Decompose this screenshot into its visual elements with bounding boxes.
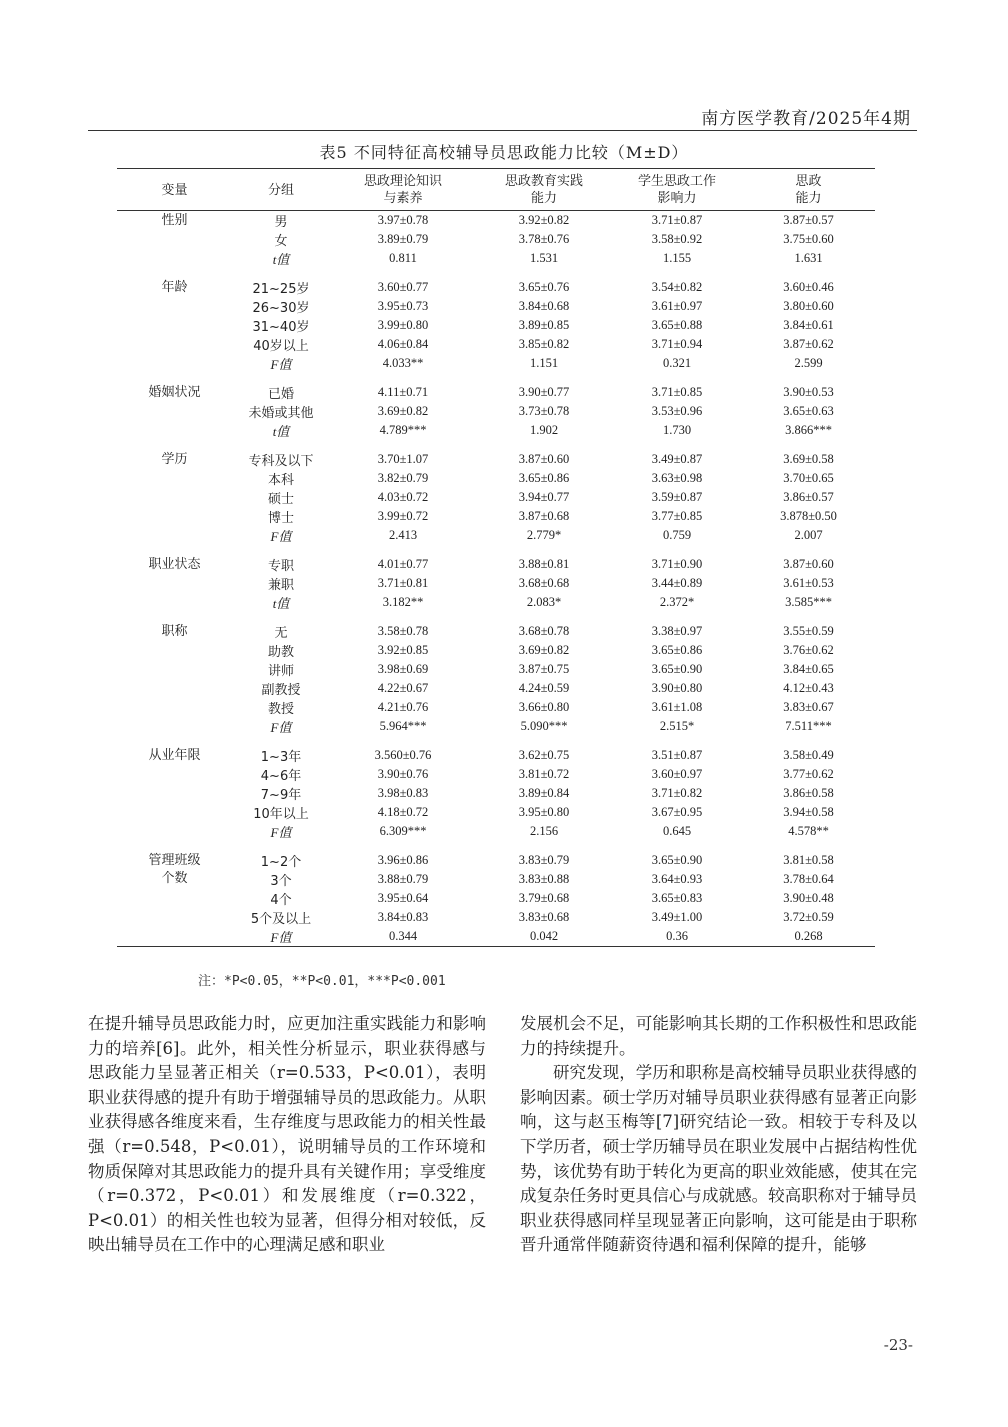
value-cell: 4.033** [382, 356, 424, 370]
value-cell: 3.71±0.90 [651, 557, 703, 571]
right-column [520, 1012, 917, 1258]
value-cell: 2.372* [659, 595, 695, 609]
value-cell: 3.85±0.82 [518, 337, 570, 351]
value-cell: 3.59±0.87 [651, 490, 703, 504]
group-cell: 4个 [270, 893, 292, 908]
value-cell: 0.321 [662, 356, 692, 370]
value-cell: 3.69±0.58 [783, 452, 834, 466]
value-cell: 3.94±0.77 [518, 490, 570, 504]
value-cell: 3.67±0.95 [651, 805, 703, 819]
value-cell: 1.155 [662, 251, 692, 265]
value-cell: 3.94±0.58 [783, 805, 834, 819]
value-cell: 6.309*** [379, 824, 427, 838]
left-paragraph: 在提升辅导员思政能力时，应更加注重实践能力和影响力的培养[6]。此外，相关性分析显示，职业获得感与思政能力呈显著正相关（r=0.533，P<0.01），表明职业获得感的提升有助于增强辅导员的思政能力。从职业获得感各维度来看，生存维度与思政能力的相关性最强（r=0.548，P<0.01），说明辅导员的工作环境和物质保障对其思政能力的提升具有关键作用；享受维度（r=0.372，P<0.01）和发展维度（r=0.322，P<0.01）的相关性也较为显著，但得分相对较低，反映出辅导员在工作中的心理满足感和职业 [88, 1014, 486, 1255]
group-cell: 专职 [267, 559, 294, 574]
value-cell: 3.70±0.65 [783, 471, 834, 485]
value-cell: 4.789*** [379, 423, 427, 437]
value-cell: 3.49±0.87 [651, 452, 703, 466]
table-row [117, 555, 875, 574]
group-cell: 讲师 [267, 664, 294, 679]
value-cell: 2.779* [526, 528, 562, 542]
table-header [117, 169, 875, 211]
table-row [117, 746, 875, 765]
value-cell: 3.61±0.97 [651, 299, 703, 313]
value-cell: 0.36 [666, 929, 688, 943]
value-cell: 3.62±0.75 [518, 748, 570, 762]
value-cell: 4.21±0.76 [377, 700, 429, 714]
value-cell: 3.92±0.85 [377, 643, 429, 657]
group-cell: 专科及以下 [248, 454, 314, 469]
value-cell: 0.645 [662, 824, 692, 838]
value-cell: 3.88±0.81 [518, 557, 570, 571]
group-cell: 5个及以上 [250, 912, 312, 927]
table-title: 表5 不同特征高校辅导员思政能力比较（M±D） [319, 143, 689, 162]
value-cell: 3.65±0.83 [651, 891, 703, 905]
table-row [117, 278, 875, 297]
value-cell: 3.65±0.90 [651, 662, 703, 676]
value-cell: 3.80±0.60 [783, 299, 834, 313]
column-header-0: 变量 [161, 182, 188, 198]
group-spacer [117, 545, 875, 555]
column-header-5: 思政 能力 [795, 174, 822, 206]
value-cell: 4.06±0.84 [377, 337, 429, 351]
variable-cell: 管理班级 个数 [148, 853, 201, 886]
group-cell: F值 [270, 529, 292, 544]
value-cell: 3.79±0.68 [518, 891, 570, 905]
value-cell: 3.58±0.78 [377, 624, 429, 638]
value-cell: 3.65±0.86 [651, 643, 703, 657]
value-cell: 3.84±0.61 [783, 318, 834, 332]
group-cell: 7~9年 [260, 788, 302, 803]
group-spacer [117, 841, 875, 851]
value-cell: 3.76±0.62 [783, 643, 834, 657]
value-cell: 3.97±0.78 [377, 213, 429, 227]
group-cell: 教授 [267, 702, 294, 717]
value-cell: 3.61±0.53 [783, 576, 834, 590]
value-cell: 3.72±0.59 [783, 910, 834, 924]
group-spacer [117, 373, 875, 383]
value-cell: 3.65±0.86 [518, 471, 570, 485]
value-cell: 3.69±0.82 [518, 643, 570, 657]
value-cell: 3.38±0.97 [651, 624, 703, 638]
column-header-3: 思政教育实践 能力 [504, 174, 583, 206]
value-cell: 3.98±0.83 [377, 786, 429, 800]
group-cell: 本科 [267, 473, 294, 488]
value-cell: 3.87±0.60 [518, 452, 570, 466]
value-cell: 3.84±0.68 [518, 299, 570, 313]
left-column [88, 1012, 486, 1258]
group-cell: 未婚或其他 [248, 406, 314, 421]
value-cell: 3.82±0.79 [377, 471, 429, 485]
value-cell: 4.578** [788, 824, 829, 838]
journal-title: 南方医学教育/2025年4期 [701, 109, 911, 129]
value-cell: 3.81±0.58 [783, 853, 834, 867]
table-row [117, 622, 875, 641]
value-cell: 3.90±0.76 [377, 767, 429, 781]
value-cell: 4.03±0.72 [377, 490, 429, 504]
value-cell: 3.71±0.82 [651, 786, 703, 800]
value-cell: 3.84±0.83 [377, 910, 429, 924]
value-cell: 3.71±0.85 [651, 385, 703, 399]
value-cell: 3.83±0.88 [518, 872, 570, 886]
variable-cell: 从业年限 [148, 748, 201, 763]
group-cell: 女 [274, 234, 288, 249]
value-cell: 4.24±0.59 [518, 681, 570, 695]
value-cell: 3.77±0.62 [783, 767, 834, 781]
group-cell: t值 [272, 252, 290, 267]
variable-cell: 性别 [161, 213, 188, 228]
value-cell: 3.65±0.63 [783, 404, 834, 418]
value-cell: 3.58±0.49 [783, 748, 834, 762]
value-cell: 3.78±0.76 [518, 232, 570, 246]
table-row [117, 211, 875, 231]
table-row [117, 851, 875, 870]
table-body [117, 211, 875, 947]
value-cell: 3.55±0.59 [783, 624, 834, 638]
value-cell: 3.69±0.82 [377, 404, 429, 418]
value-cell: 4.18±0.72 [377, 805, 429, 819]
group-cell: 40岁以上 [253, 339, 309, 354]
value-cell: 2.413 [388, 528, 418, 542]
value-cell: 3.51±0.87 [651, 748, 703, 762]
value-cell: 3.71±0.81 [377, 576, 429, 590]
column-header-4: 学生思政工作 影响力 [637, 174, 716, 206]
value-cell: 3.83±0.68 [518, 910, 570, 924]
value-cell: 3.58±0.92 [651, 232, 703, 246]
group-spacer [117, 736, 875, 746]
value-cell: 3.99±0.80 [377, 318, 429, 332]
value-cell: 5.964*** [379, 719, 427, 733]
value-cell: 3.66±0.80 [518, 700, 570, 714]
value-cell: 3.78±0.64 [783, 872, 834, 886]
value-cell: 3.90±0.77 [518, 385, 570, 399]
variable-cell: 职业状态 [148, 557, 201, 572]
value-cell: 3.71±0.87 [651, 213, 703, 227]
group-cell: F值 [270, 825, 292, 840]
value-cell: 3.83±0.79 [518, 853, 570, 867]
variable-cell: 学历 [161, 452, 188, 467]
value-cell: 3.87±0.57 [783, 213, 834, 227]
value-cell: 3.49±1.00 [651, 910, 703, 924]
value-cell: 3.87±0.75 [518, 662, 570, 676]
value-cell: 3.88±0.79 [377, 872, 429, 886]
value-cell: 3.99±0.72 [377, 509, 429, 523]
value-cell: 3.77±0.85 [651, 509, 703, 523]
group-cell: t值 [272, 424, 290, 439]
value-cell: 0.344 [388, 929, 418, 943]
value-cell: 3.84±0.65 [783, 662, 834, 676]
value-cell: 5.090*** [520, 719, 568, 733]
value-cell: 1.902 [529, 423, 559, 437]
group-cell: 10年以上 [253, 807, 309, 822]
right-paragraph-1: 发展机会不足，可能影响其长期的工作积极性和思政能力的持续提升。 [520, 1014, 917, 1058]
group-cell: 26~30岁 [252, 301, 310, 316]
group-cell: F值 [270, 720, 292, 735]
value-cell: 3.83±0.67 [783, 700, 834, 714]
table-row [117, 450, 875, 469]
group-cell: 1~3年 [260, 750, 302, 765]
value-cell: 2.007 [794, 528, 823, 542]
value-cell: 3.68±0.78 [518, 624, 570, 638]
value-cell: 4.22±0.67 [377, 681, 429, 695]
journal-header [88, 98, 917, 131]
value-cell: 3.96±0.86 [377, 853, 429, 867]
value-cell: 3.90±0.80 [651, 681, 703, 695]
value-cell: 3.560±0.76 [374, 748, 432, 762]
value-cell: 3.182** [382, 595, 424, 609]
group-spacer [117, 440, 875, 450]
value-cell: 3.866*** [785, 423, 832, 437]
value-cell: 7.511*** [785, 719, 832, 733]
value-cell: 3.75±0.60 [783, 232, 834, 246]
group-cell: 1~2个 [260, 855, 302, 870]
variable-cell: 职称 [161, 624, 188, 639]
value-cell: 3.63±0.98 [651, 471, 703, 485]
value-cell: 4.12±0.43 [783, 681, 834, 695]
variable-cell: 年龄 [161, 280, 188, 295]
value-cell: 3.61±1.08 [651, 700, 703, 714]
group-cell: 21~25岁 [252, 282, 310, 297]
value-cell: 3.81±0.72 [518, 767, 570, 781]
value-cell: 3.585*** [785, 595, 832, 609]
group-cell: 3个 [270, 874, 292, 889]
value-cell: 3.71±0.94 [651, 337, 703, 351]
value-cell: 0.268 [794, 929, 823, 943]
value-cell: 3.65±0.90 [651, 853, 703, 867]
value-cell: 2.515* [659, 719, 695, 733]
value-cell: 3.95±0.73 [377, 299, 429, 313]
page-number: -23- [883, 1336, 913, 1354]
value-cell: 1.631 [794, 251, 823, 265]
variable-cell: 婚姻状况 [148, 385, 201, 400]
group-cell: 无 [274, 626, 288, 641]
value-cell: 3.60±0.97 [651, 767, 703, 781]
table-note: 注：*P<0.05，**P<0.01，***P<0.001 [198, 974, 446, 989]
value-cell: 3.53±0.96 [651, 404, 703, 418]
group-cell: F值 [270, 930, 292, 945]
table-container [117, 168, 875, 947]
table-row [117, 383, 875, 402]
column-header-1: 分组 [267, 182, 294, 198]
value-cell: 3.73±0.78 [518, 404, 570, 418]
value-cell: 4.01±0.77 [377, 557, 429, 571]
value-cell: 3.68±0.68 [518, 576, 570, 590]
group-cell: 副教授 [261, 683, 301, 698]
value-cell: 3.44±0.89 [651, 576, 703, 590]
value-cell: 1.531 [529, 251, 559, 265]
value-cell: 3.87±0.60 [783, 557, 834, 571]
value-cell: 3.87±0.68 [518, 509, 570, 523]
group-spacer [117, 612, 875, 622]
column-header-2: 思政理论知识 与素养 [363, 174, 442, 206]
group-cell: t值 [272, 596, 290, 611]
group-cell: 男 [274, 215, 288, 230]
value-cell: 3.878±0.50 [780, 509, 837, 523]
value-cell: 0.759 [662, 528, 692, 542]
value-cell: 1.730 [662, 423, 692, 437]
value-cell: 3.90±0.48 [783, 891, 834, 905]
value-cell: 3.60±0.46 [783, 280, 834, 294]
group-cell: 4~6年 [260, 769, 302, 784]
value-cell: 2.156 [529, 824, 559, 838]
value-cell: 2.083* [526, 595, 562, 609]
comparison-table [117, 168, 875, 947]
group-cell: 31~40岁 [252, 320, 310, 335]
value-cell: 1.151 [529, 356, 559, 370]
value-cell: 3.65±0.76 [518, 280, 570, 294]
value-cell: 3.64±0.93 [651, 872, 703, 886]
group-cell: 硕士 [267, 492, 294, 507]
value-cell: 3.70±1.07 [377, 452, 429, 466]
value-cell: 3.98±0.69 [377, 662, 429, 676]
value-cell: 0.811 [389, 251, 417, 265]
group-cell: 助教 [267, 645, 294, 660]
value-cell: 3.89±0.79 [377, 232, 429, 246]
value-cell: 3.95±0.64 [377, 891, 429, 905]
group-cell: F值 [270, 357, 292, 372]
value-cell: 3.60±0.77 [377, 280, 429, 294]
group-cell: 博士 [267, 511, 294, 526]
value-cell: 3.95±0.80 [518, 805, 570, 819]
group-cell: 已婚 [267, 387, 294, 402]
value-cell: 3.65±0.88 [651, 318, 703, 332]
value-cell: 2.599 [794, 356, 823, 370]
value-cell: 0.042 [529, 929, 559, 943]
value-cell: 3.86±0.57 [783, 490, 834, 504]
value-cell: 3.92±0.82 [518, 213, 570, 227]
value-cell: 3.89±0.84 [518, 786, 570, 800]
group-spacer [117, 268, 875, 278]
value-cell: 3.90±0.53 [783, 385, 834, 399]
value-cell: 3.89±0.85 [518, 318, 570, 332]
right-paragraph-2: 研究发现，学历和职称是高校辅导员职业获得感的影响因素。硕士学历对辅导员职业获得感有显著正向影响，这与赵玉梅等[7]研究结论一致。相较于专科及以下学历者，硕士学历辅导员在职业发展中占据结构性优势，该优势有助于转化为更高的职业效能感，使其在完成复杂任务时更具信心与成就感。较高职称对于辅导员职业获得感同样呈现显著正向影响，这可能是由于职称晋升通常伴随薪资待遇和福利保障的提升，能够 [520, 1063, 917, 1255]
value-cell: 3.86±0.58 [783, 786, 834, 800]
value-cell: 4.11±0.71 [377, 385, 429, 399]
group-cell: 兼职 [267, 578, 294, 593]
value-cell: 3.54±0.82 [651, 280, 703, 294]
value-cell: 3.87±0.62 [783, 337, 834, 351]
